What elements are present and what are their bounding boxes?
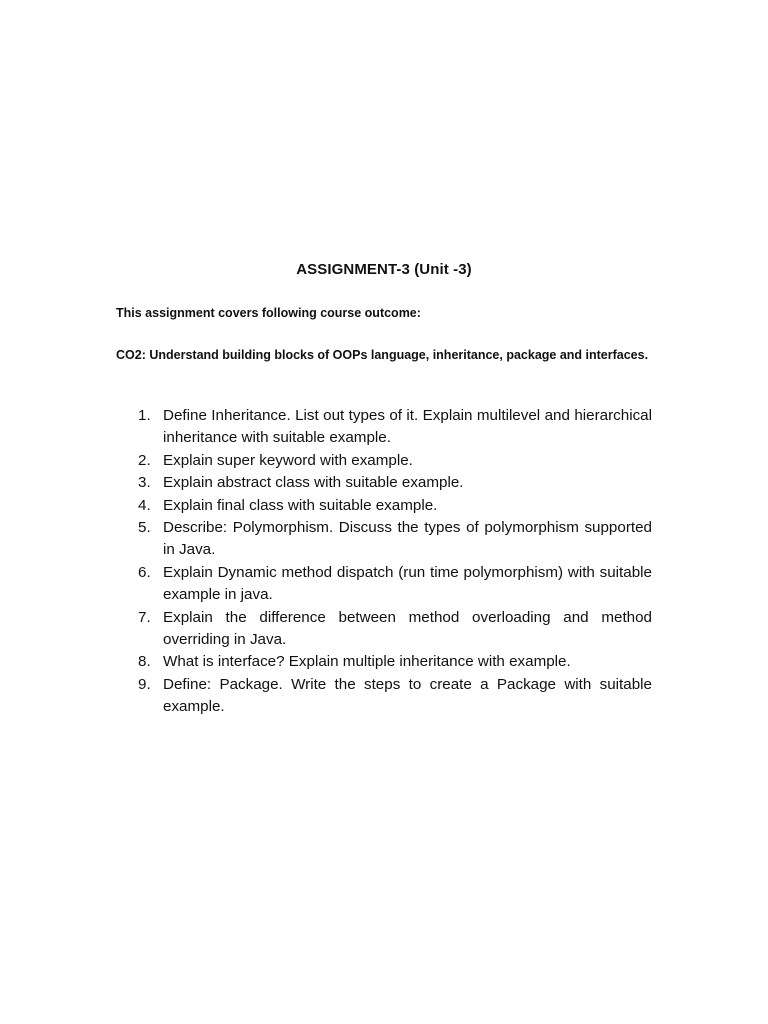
question-text: Explain super keyword with example. [163, 451, 413, 469]
question-number: 6. [138, 563, 151, 581]
question-item [116, 450, 652, 472]
assignment-title: ASSIGNMENT-3 (Unit -3) [296, 261, 472, 278]
question-number: 3. [138, 474, 151, 492]
question-item [116, 472, 652, 494]
question-item [116, 562, 652, 607]
question-item [116, 405, 652, 450]
question-text: Explain abstract class with suitable example. [163, 474, 464, 492]
question-number: 8. [138, 653, 151, 671]
question-item [116, 517, 652, 562]
course-outcome: CO2: Understand building blocks of OOPs language, inheritance, package and interfaces. [116, 348, 649, 362]
intro-text: This assignment covers following course outcome: [116, 306, 421, 320]
question-text: Define: Package. Write the steps to create a Package with suitable example. [163, 675, 652, 716]
question-text: Explain Dynamic method dispatch (run time polymorphism) with suitable example in java. [163, 563, 652, 604]
question-text: Explain final class with suitable example. [163, 496, 438, 514]
question-number: 7. [138, 608, 151, 626]
question-item [116, 651, 652, 673]
question-text: Describe: Polymorphism. Discuss the types of polymorphism supported in Java. [163, 519, 652, 559]
question-number: 9. [138, 675, 151, 693]
question-number: 1. [138, 407, 151, 424]
question-text: Explain the difference between method overloading and method overriding in Java. [163, 608, 652, 649]
question-list [116, 405, 652, 719]
question-number: 5. [138, 519, 151, 537]
question-item [116, 674, 652, 719]
question-item [116, 495, 652, 517]
question-item [116, 607, 652, 652]
question-text: What is interface? Explain multiple inheritance with example. [163, 653, 571, 671]
question-text: Define Inheritance. List out types of it. Explain multilevel and hierarchical inheritance with suitable example. [163, 407, 652, 447]
question-number: 2. [138, 451, 151, 469]
question-number: 4. [138, 496, 151, 514]
